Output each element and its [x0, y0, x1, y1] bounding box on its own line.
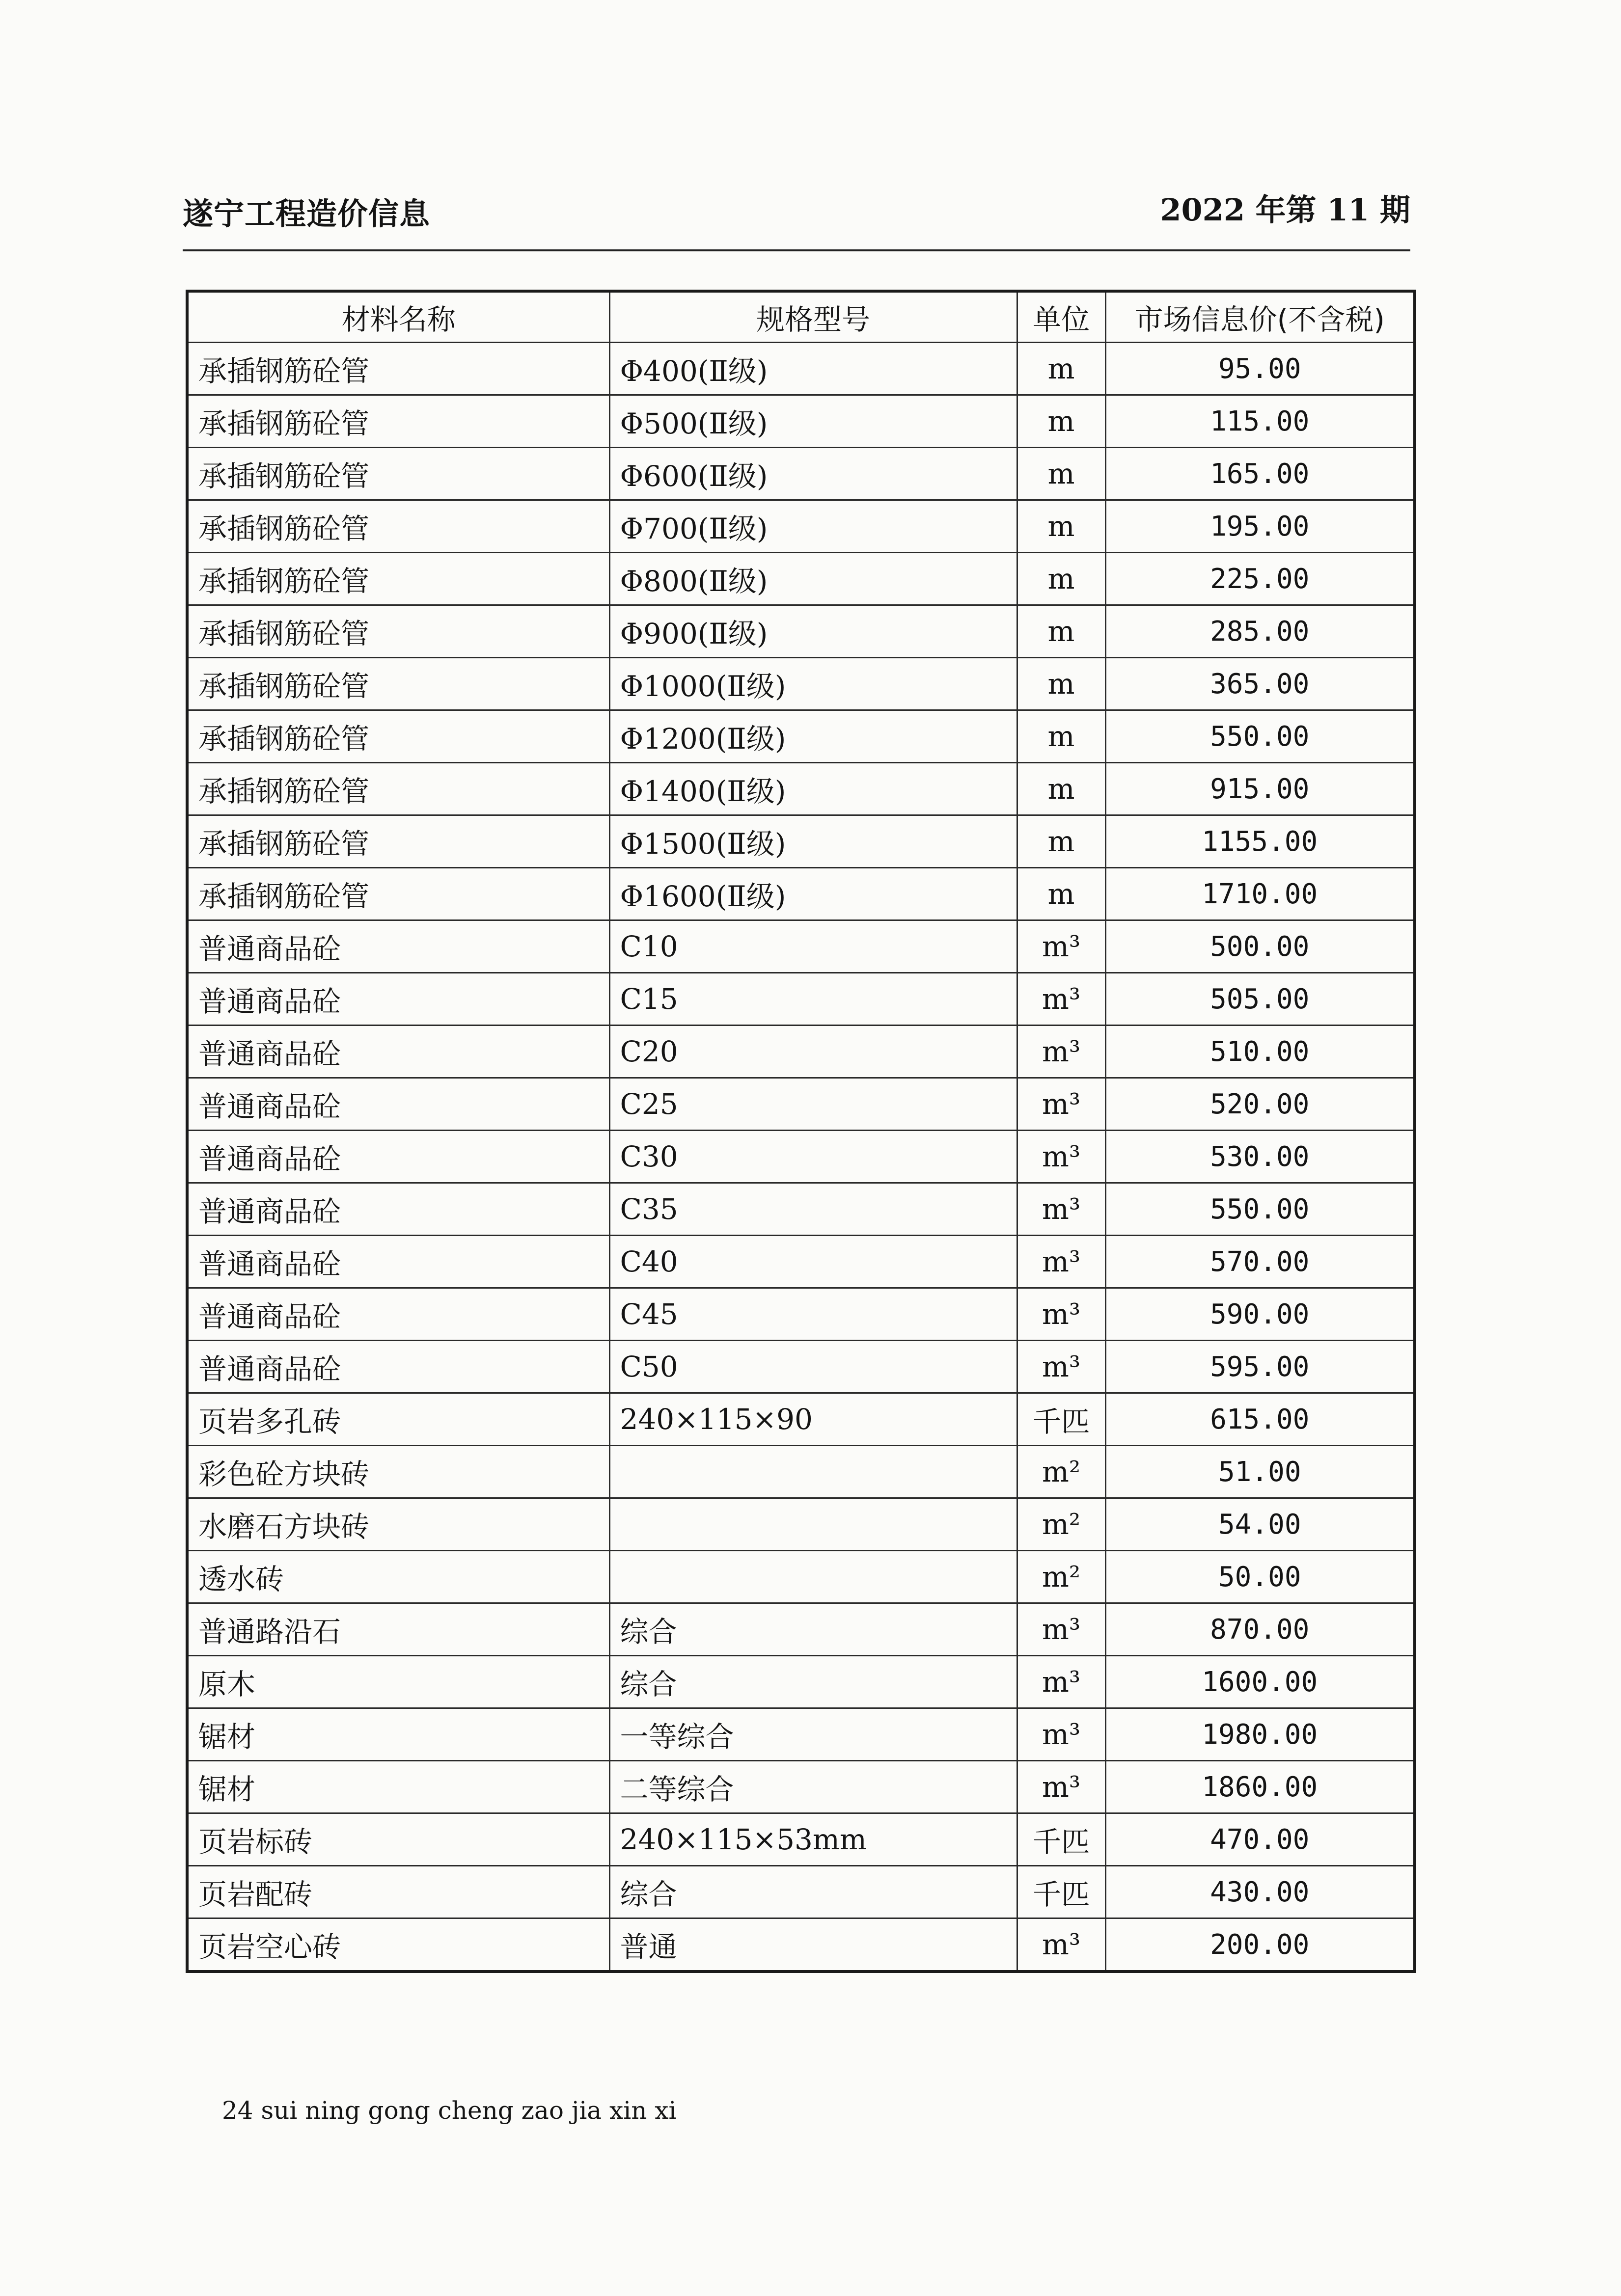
- unit-cell: m: [1017, 448, 1105, 500]
- spec-cell: C40: [609, 1236, 1017, 1288]
- page-footer: 24 sui ning gong cheng zao jia xin xi: [222, 2096, 677, 2125]
- table-header-row: [187, 291, 1415, 343]
- price-cell: 520.00: [1105, 1078, 1415, 1131]
- material-name-cell: 彩色砼方块砖: [187, 1446, 609, 1498]
- spec-cell: Φ1000(Ⅱ级): [609, 658, 1017, 710]
- price-table: [186, 290, 1416, 1973]
- spec-cell: [609, 1551, 1017, 1603]
- material-name-cell: 原木: [187, 1656, 609, 1708]
- material-name-cell: 普通商品砼: [187, 1236, 609, 1288]
- table-row: [187, 1078, 1415, 1131]
- price-cell: 51.00: [1105, 1446, 1415, 1498]
- unit-cell: m: [1017, 710, 1105, 763]
- price-cell: 550.00: [1105, 1183, 1415, 1236]
- material-name-cell: 承插钢筋砼管: [187, 868, 609, 920]
- unit-cell: 千匹: [1017, 1393, 1105, 1446]
- material-name-cell: 承插钢筋砼管: [187, 710, 609, 763]
- spec-cell: Φ600(Ⅱ级): [609, 448, 1017, 500]
- price-cell: 615.00: [1105, 1393, 1415, 1446]
- price-cell: 200.00: [1105, 1918, 1415, 1972]
- material-name-cell: 普通商品砼: [187, 1341, 609, 1393]
- unit-cell: m³: [1017, 1656, 1105, 1708]
- unit-cell: m: [1017, 815, 1105, 868]
- unit-cell: m³: [1017, 1761, 1105, 1813]
- unit-cell: m²: [1017, 1551, 1105, 1603]
- spec-cell: Φ800(Ⅱ级): [609, 553, 1017, 605]
- unit-cell: m³: [1017, 1026, 1105, 1078]
- material-name-cell: 锯材: [187, 1708, 609, 1761]
- material-name-cell: 页岩多孔砖: [187, 1393, 609, 1446]
- issue-number: 2022 年第 11 期: [1160, 192, 1410, 228]
- column-header-price: 市场信息价(不含税): [1105, 291, 1415, 343]
- table-row: [187, 553, 1415, 605]
- unit-cell: m²: [1017, 1498, 1105, 1551]
- price-cell: 470.00: [1105, 1813, 1415, 1866]
- spec-cell: C35: [609, 1183, 1017, 1236]
- unit-cell: 千匹: [1017, 1813, 1105, 1866]
- table-row: [187, 500, 1415, 553]
- spec-cell: C45: [609, 1288, 1017, 1341]
- material-name-cell: 普通商品砼: [187, 1183, 609, 1236]
- price-cell: 195.00: [1105, 500, 1415, 553]
- publication-title: 遂宁工程造价信息: [183, 196, 431, 232]
- table-row: [187, 1551, 1415, 1603]
- price-cell: 590.00: [1105, 1288, 1415, 1341]
- page-header: [183, 186, 1410, 240]
- price-cell: 1600.00: [1105, 1656, 1415, 1708]
- unit-cell: m: [1017, 343, 1105, 395]
- table-row: [187, 1341, 1415, 1393]
- price-cell: 915.00: [1105, 763, 1415, 815]
- spec-cell: 综合: [609, 1603, 1017, 1656]
- spec-cell: 普通: [609, 1918, 1017, 1972]
- price-cell: 225.00: [1105, 553, 1415, 605]
- material-name-cell: 承插钢筋砼管: [187, 500, 609, 553]
- price-cell: 500.00: [1105, 920, 1415, 973]
- material-name-cell: 普通商品砼: [187, 973, 609, 1026]
- material-name-cell: 水磨石方块砖: [187, 1498, 609, 1551]
- spec-cell: Φ1200(Ⅱ级): [609, 710, 1017, 763]
- spec-cell: [609, 1498, 1017, 1551]
- table-row: [187, 605, 1415, 658]
- unit-cell: m³: [1017, 1078, 1105, 1131]
- price-cell: 285.00: [1105, 605, 1415, 658]
- spec-cell: 240×115×90: [609, 1393, 1017, 1446]
- table-row: [187, 868, 1415, 920]
- table-row: [187, 1446, 1415, 1498]
- price-cell: 530.00: [1105, 1131, 1415, 1183]
- material-name-cell: 页岩空心砖: [187, 1918, 609, 1972]
- unit-cell: m³: [1017, 1708, 1105, 1761]
- table-row: [187, 1183, 1415, 1236]
- unit-cell: m: [1017, 553, 1105, 605]
- price-cell: 165.00: [1105, 448, 1415, 500]
- unit-cell: m: [1017, 500, 1105, 553]
- spec-cell: Φ1500(Ⅱ级): [609, 815, 1017, 868]
- unit-cell: m: [1017, 763, 1105, 815]
- column-header-material-name: 材料名称: [187, 291, 609, 343]
- unit-cell: m³: [1017, 973, 1105, 1026]
- column-header-spec: 规格型号: [609, 291, 1017, 343]
- unit-cell: m³: [1017, 1918, 1105, 1972]
- table-row: [187, 973, 1415, 1026]
- table-row: [187, 815, 1415, 868]
- material-name-cell: 普通商品砼: [187, 1026, 609, 1078]
- table-row: [187, 1813, 1415, 1866]
- spec-cell: Φ400(Ⅱ级): [609, 343, 1017, 395]
- table-row: [187, 1866, 1415, 1918]
- spec-cell: 一等综合: [609, 1708, 1017, 1761]
- unit-cell: m³: [1017, 1341, 1105, 1393]
- unit-cell: m³: [1017, 920, 1105, 973]
- unit-cell: 千匹: [1017, 1866, 1105, 1918]
- table-row: [187, 395, 1415, 448]
- table-row: [187, 1026, 1415, 1078]
- price-cell: 365.00: [1105, 658, 1415, 710]
- material-name-cell: 页岩标砖: [187, 1813, 609, 1866]
- spec-cell: Φ1600(Ⅱ级): [609, 868, 1017, 920]
- price-cell: 1860.00: [1105, 1761, 1415, 1813]
- price-cell: 50.00: [1105, 1551, 1415, 1603]
- table-row: [187, 1288, 1415, 1341]
- material-name-cell: 页岩配砖: [187, 1866, 609, 1918]
- table-row: [187, 343, 1415, 395]
- unit-cell: m²: [1017, 1446, 1105, 1498]
- material-name-cell: 承插钢筋砼管: [187, 763, 609, 815]
- spec-cell: C20: [609, 1026, 1017, 1078]
- table-row: [187, 1131, 1415, 1183]
- spec-cell: Φ500(Ⅱ级): [609, 395, 1017, 448]
- table-row: [187, 1393, 1415, 1446]
- material-name-cell: 普通商品砼: [187, 920, 609, 973]
- price-cell: 510.00: [1105, 1026, 1415, 1078]
- table-row: [187, 1236, 1415, 1288]
- spec-cell: 240×115×53mm: [609, 1813, 1017, 1866]
- spec-cell: 综合: [609, 1656, 1017, 1708]
- price-cell: 115.00: [1105, 395, 1415, 448]
- unit-cell: m: [1017, 605, 1105, 658]
- unit-cell: m: [1017, 395, 1105, 448]
- table-row: [187, 1761, 1415, 1813]
- table-row: [187, 710, 1415, 763]
- price-cell: 595.00: [1105, 1341, 1415, 1393]
- material-name-cell: 承插钢筋砼管: [187, 395, 609, 448]
- unit-cell: m³: [1017, 1288, 1105, 1341]
- table-row: [187, 1918, 1415, 1972]
- material-name-cell: 承插钢筋砼管: [187, 553, 609, 605]
- table-row: [187, 1603, 1415, 1656]
- material-name-cell: 锯材: [187, 1761, 609, 1813]
- spec-cell: 综合: [609, 1866, 1017, 1918]
- spec-cell: Φ700(Ⅱ级): [609, 500, 1017, 553]
- spec-cell: 二等综合: [609, 1761, 1017, 1813]
- spec-cell: Φ900(Ⅱ级): [609, 605, 1017, 658]
- price-cell: 1710.00: [1105, 868, 1415, 920]
- material-name-cell: 普通商品砼: [187, 1078, 609, 1131]
- unit-cell: m³: [1017, 1236, 1105, 1288]
- price-cell: 54.00: [1105, 1498, 1415, 1551]
- table-row: [187, 658, 1415, 710]
- material-name-cell: 透水砖: [187, 1551, 609, 1603]
- price-cell: 1980.00: [1105, 1708, 1415, 1761]
- column-header-unit: 单位: [1017, 291, 1105, 343]
- price-cell: 570.00: [1105, 1236, 1415, 1288]
- material-name-cell: 承插钢筋砼管: [187, 658, 609, 710]
- unit-cell: m³: [1017, 1183, 1105, 1236]
- spec-cell: C25: [609, 1078, 1017, 1131]
- unit-cell: m³: [1017, 1131, 1105, 1183]
- spec-cell: C50: [609, 1341, 1017, 1393]
- spec-cell: C30: [609, 1131, 1017, 1183]
- table-body: [187, 343, 1415, 1972]
- table-row: [187, 1708, 1415, 1761]
- spec-cell: [609, 1446, 1017, 1498]
- price-cell: 95.00: [1105, 343, 1415, 395]
- material-name-cell: 普通商品砼: [187, 1288, 609, 1341]
- table-row: [187, 763, 1415, 815]
- material-name-cell: 承插钢筋砼管: [187, 815, 609, 868]
- spec-cell: C10: [609, 920, 1017, 973]
- price-cell: 550.00: [1105, 710, 1415, 763]
- table-row: [187, 1656, 1415, 1708]
- table-row: [187, 920, 1415, 973]
- material-name-cell: 承插钢筋砼管: [187, 343, 609, 395]
- material-name-cell: 普通路沿石: [187, 1603, 609, 1656]
- header-divider: [183, 249, 1410, 251]
- unit-cell: m: [1017, 868, 1105, 920]
- material-name-cell: 普通商品砼: [187, 1131, 609, 1183]
- price-cell: 1155.00: [1105, 815, 1415, 868]
- table-row: [187, 448, 1415, 500]
- material-name-cell: 承插钢筋砼管: [187, 605, 609, 658]
- price-cell: 870.00: [1105, 1603, 1415, 1656]
- spec-cell: Φ1400(Ⅱ级): [609, 763, 1017, 815]
- material-name-cell: 承插钢筋砼管: [187, 448, 609, 500]
- unit-cell: m: [1017, 658, 1105, 710]
- unit-cell: m³: [1017, 1603, 1105, 1656]
- spec-cell: C15: [609, 973, 1017, 1026]
- price-cell: 505.00: [1105, 973, 1415, 1026]
- price-cell: 430.00: [1105, 1866, 1415, 1918]
- table-row: [187, 1498, 1415, 1551]
